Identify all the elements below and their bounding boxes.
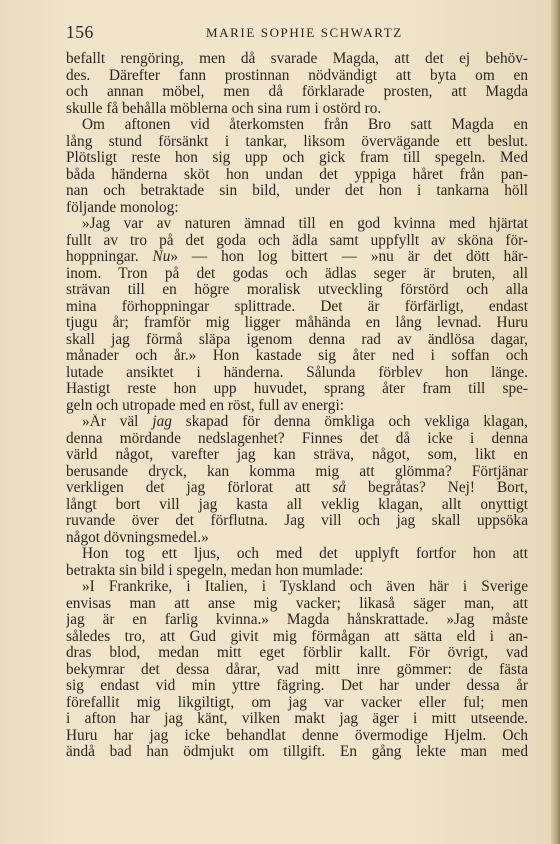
text-line: ändå bad han ödmjukt om tillgift. En gång lekte man med (66, 744, 528, 760)
text-line: ruvande över det förflutna. Jag vill och jag skall uppsöka (66, 513, 528, 529)
text-line: »Jag var av naturen ämnad till en god kvinna med hjärtat (82, 216, 528, 232)
text-line: dras blod, medan mitt eget förblir kallt. För övrigt, vad (66, 645, 528, 661)
text-segment: »Är väl (82, 414, 153, 430)
page-edge (551, 0, 560, 844)
italic-emphasis: så (332, 480, 346, 496)
text-line: således tro, att Gud givit mig förmågan att sätta eld i an- (66, 628, 528, 645)
text-line: Hastigt reste hon upp huvudet, sprang åter fram till spe- (66, 381, 528, 397)
italic-emphasis: jag (152, 414, 172, 430)
text-line: tjugu år; framför mig ligger måhända en lång levnad. Huru (66, 315, 528, 331)
text-line: inom. Tron på det godas och ädlas seger är bruten, all (66, 265, 528, 282)
text-line: sig endast vid min yttre fägring. Det har under dessa år (66, 678, 528, 694)
text-segment: verkligen det jag förlorat att (66, 480, 333, 496)
body-text (66, 51, 528, 761)
text-line: nan och betraktade sin bild, under det hon i tankarna höll (66, 183, 528, 199)
text-line: värld något, varefter jag kan sträva, något, som, likt en (66, 447, 528, 463)
text-line: något dövningsmedel.» (66, 529, 209, 546)
text-line: och annan möbel, men då förklarade prosten, att Magda (66, 84, 528, 100)
text-line (66, 249, 528, 266)
text-line: månader och år.» Hon kastade sig åter ned i soffan och (66, 348, 528, 364)
text-segment: skapad för denna ömkliga och vekliga klagan, (171, 414, 528, 430)
text-line: Huru har jag icke behandlat denne övermodige Hjelm. Och (66, 727, 528, 744)
text-line: följande monolog: (66, 199, 179, 216)
italic-emphasis: Nu (152, 249, 171, 265)
page-header (66, 22, 528, 46)
text-line: jag är en farlig kvinna.» Magda hånskrattade. »Jag måste (66, 612, 528, 628)
text-line: Hon tog ett ljus, och med det upplyft fortfor hon att (82, 546, 528, 562)
text-line: strävan till en högre moralisk utveckling förstörd och alla (66, 282, 528, 298)
text-line: Om aftonen vid återkomsten från Bro satt Magda en (82, 117, 528, 133)
text-line: geln och utropade med en röst, full av energi: (66, 397, 344, 414)
text-line: skulle få behålla möblerna och sina rum i ostörd ro. (66, 100, 382, 117)
text-line: bekymrar det dessa dårar, vad mitt inre gömmer: de fästa (66, 661, 528, 678)
page-number: 156 (66, 22, 94, 42)
text-line: fullt av tro på det goda och ädla samt uppfyllt av sköna för- (66, 232, 528, 249)
text-line: envisas man att anse mig vacker; likaså säger man, att (66, 595, 528, 612)
text-line: denna mördande nedslagenhet? Finnes det då icke i denna (66, 430, 528, 447)
text-line: des. Därefter fann prostinnan nödvändigt att byta om en (66, 67, 528, 84)
text-line: långt bort vill jag kasta all veklig klagan, allt onyttigt (66, 496, 528, 513)
text-segment: » — hon log bittert — »nu är det dött här- (170, 249, 528, 265)
text-segment: begråtas? Nej! Bort, (346, 480, 528, 496)
text-line: skall jag förmå släpa igenom denna rad av ändlösa dagar, (66, 331, 528, 348)
text-line: mina förhoppningar splittrade. Det är förfärligt, endast (66, 298, 528, 315)
text-line (66, 414, 528, 431)
text-line: »I Frankrike, i Italien, i Tyskland och även här i Sverige (82, 579, 528, 595)
running-head: MARIE SOPHIE SCHWARTZ (206, 25, 403, 40)
text-line: båda händerna sköt hon undan det yppiga håret från pan- (66, 166, 528, 183)
text-line: i afton har jag känt, vilken makt jag äger i mitt utseende. (66, 711, 528, 727)
text-line: betrakta sin bild i spegeln, medan hon mumlade: (66, 562, 364, 579)
text-line: berusande dryck, kan komma mig att glömma? Förtjänar (66, 463, 528, 480)
text-line: Plötsligt reste hon sig upp och gick fram till spegeln. Med (66, 150, 528, 166)
text-line (66, 480, 528, 497)
text-line: förefallit mig likgiltigt, om jag var vacker eller ful; men (66, 694, 528, 711)
text-line: lutade ansiktet i händerna. Sålunda förblev hon länge. (66, 364, 528, 381)
text-line: lång stund försänkt i tankar, liksom övervägande ett beslut. (66, 133, 528, 150)
text-segment: hoppningar. (66, 249, 153, 265)
text-line: befallt rengöring, men då svarade Magda, att det ej behöv- (66, 51, 528, 67)
